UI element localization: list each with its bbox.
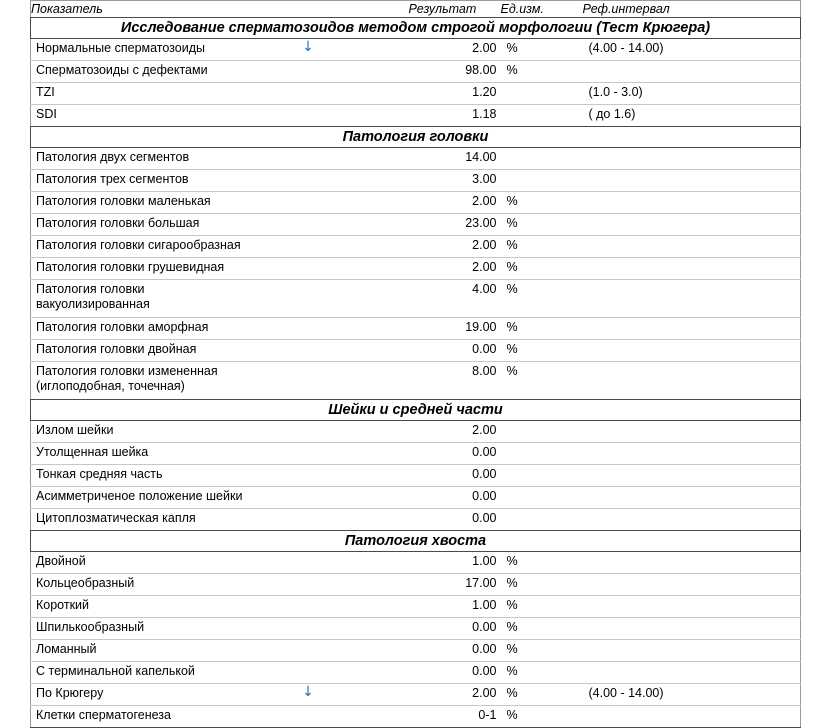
cell-unit	[501, 148, 583, 170]
indicator-name-line1: Патология головки	[36, 282, 145, 296]
cell-indicator-name	[31, 340, 409, 362]
indicator-name-line2: вакуолизированная	[36, 297, 150, 311]
cell-unit: %	[501, 318, 583, 340]
cell-reference-interval	[583, 509, 801, 531]
indicator-name-line1: Патология головки измененная	[36, 364, 218, 378]
cell-unit: %	[501, 340, 583, 362]
cell-reference-interval	[583, 318, 801, 340]
indicator-name-line1: Двойной	[36, 554, 86, 568]
cell-unit	[501, 487, 583, 509]
indicator-name-line1: TZI	[36, 85, 55, 99]
table-row[interactable]	[31, 487, 801, 509]
table-row[interactable]	[31, 421, 801, 443]
indicator-name-line1: Патология головки двойная	[36, 342, 197, 356]
cell-result-value: 0.00	[409, 487, 501, 509]
section-title: Шейки и средней части	[31, 400, 801, 421]
cell-result-value: 0-1	[409, 706, 501, 728]
cell-result-value: 98.00	[409, 61, 501, 83]
indicator-name-line2: (иглоподобная, точечная)	[36, 379, 185, 393]
cell-indicator-name	[31, 596, 409, 618]
cell-indicator-name	[31, 318, 409, 340]
cell-reference-interval	[583, 170, 801, 192]
cell-result-value: 2.00	[409, 684, 501, 706]
cell-indicator-name	[31, 39, 409, 61]
cell-unit: %	[501, 214, 583, 236]
cell-indicator-name	[31, 236, 409, 258]
cell-unit	[501, 509, 583, 531]
cell-indicator-name	[31, 574, 409, 596]
cell-result-value: 2.00	[409, 421, 501, 443]
cell-reference-interval: (4.00 - 14.00)	[583, 39, 801, 61]
table-row[interactable]	[31, 39, 801, 61]
cell-reference-interval	[583, 706, 801, 728]
cell-unit	[501, 443, 583, 465]
cell-unit: %	[501, 684, 583, 706]
table-row[interactable]	[31, 214, 801, 236]
section-header-row	[31, 400, 801, 421]
indicator-name-line1: Сперматозоиды с дефектами	[36, 63, 208, 77]
table-row[interactable]	[31, 640, 801, 662]
cell-indicator-name	[31, 105, 409, 127]
table-row[interactable]	[31, 706, 801, 728]
section-title: Патология хвоста	[31, 531, 801, 552]
indicator-name-line1: Патология двух сегментов	[36, 150, 190, 164]
cell-unit: %	[501, 662, 583, 684]
table-row[interactable]	[31, 170, 801, 192]
indicator-name-line1: Тонкая средняя часть	[36, 467, 163, 481]
cell-result-value: 2.00	[409, 39, 501, 61]
cell-unit: %	[501, 574, 583, 596]
cell-reference-interval	[583, 421, 801, 443]
cell-reference-interval	[583, 362, 801, 400]
cell-indicator-name	[31, 258, 409, 280]
cell-result-value: 14.00	[409, 148, 501, 170]
cell-reference-interval: ( до 1.6)	[583, 105, 801, 127]
cell-unit: %	[501, 640, 583, 662]
spermogram-results-table	[30, 0, 801, 728]
cell-indicator-name	[31, 552, 409, 574]
cell-unit: %	[501, 552, 583, 574]
indicator-name-line1: С терминальной капелькой	[36, 664, 195, 678]
cell-result-value: 1.20	[409, 83, 501, 105]
column-header-unit: Ед.изм.	[501, 1, 583, 18]
section-header-row	[31, 127, 801, 148]
indicator-name-line1: Ломанный	[36, 642, 97, 656]
cell-reference-interval	[583, 640, 801, 662]
cell-unit: %	[501, 362, 583, 400]
cell-unit	[501, 465, 583, 487]
section-title: Патология головки	[31, 127, 801, 148]
cell-indicator-name	[31, 280, 409, 318]
cell-reference-interval	[583, 214, 801, 236]
cell-result-value: 3.00	[409, 170, 501, 192]
cell-indicator-name	[31, 443, 409, 465]
cell-reference-interval: (1.0 - 3.0)	[583, 83, 801, 105]
cell-result-value: 0.00	[409, 618, 501, 640]
indicator-name-line1: Патология головки большая	[36, 216, 200, 230]
table-row[interactable]	[31, 148, 801, 170]
cell-result-value: 0.00	[409, 662, 501, 684]
table-row[interactable]	[31, 318, 801, 340]
table-row[interactable]	[31, 280, 801, 318]
cell-reference-interval: (4.00 - 14.00)	[583, 684, 801, 706]
section-header-row	[31, 18, 801, 39]
cell-indicator-name	[31, 662, 409, 684]
indicator-name-line1: Патология головки аморфная	[36, 320, 209, 334]
cell-indicator-name	[31, 83, 409, 105]
indicator-name-line1: Асимметриченое положение шейки	[36, 489, 243, 503]
cell-reference-interval	[583, 61, 801, 83]
cell-indicator-name	[31, 214, 409, 236]
cell-indicator-name	[31, 465, 409, 487]
cell-result-value: 2.00	[409, 258, 501, 280]
indicator-name-line1: Нормальные сперматозоиды	[36, 41, 205, 55]
table-header	[31, 1, 801, 18]
cell-reference-interval	[583, 596, 801, 618]
table-row[interactable]	[31, 362, 801, 400]
arrow-down-icon: ↓	[302, 39, 314, 55]
cell-result-value: 8.00	[409, 362, 501, 400]
column-header-result: Результат	[409, 1, 501, 18]
cell-result-value: 4.00	[409, 280, 501, 318]
table-row[interactable]	[31, 258, 801, 280]
table-row[interactable]	[31, 684, 801, 706]
column-header-reference: Реф.интервал	[583, 1, 801, 18]
cell-indicator-name	[31, 509, 409, 531]
indicator-name-line1: Клетки сперматогенеза	[36, 708, 171, 722]
cell-reference-interval	[583, 280, 801, 318]
table-row[interactable]	[31, 618, 801, 640]
cell-unit: %	[501, 596, 583, 618]
column-header-row	[31, 1, 801, 18]
cell-indicator-name	[31, 170, 409, 192]
cell-result-value: 1.00	[409, 552, 501, 574]
table-row[interactable]	[31, 61, 801, 83]
cell-result-value: 0.00	[409, 640, 501, 662]
cell-reference-interval	[583, 465, 801, 487]
table-row[interactable]	[31, 443, 801, 465]
cell-unit	[501, 421, 583, 443]
indicator-name-line1: Шпилькообразный	[36, 620, 145, 634]
cell-unit	[501, 105, 583, 127]
cell-indicator-name	[31, 362, 409, 400]
cell-indicator-name	[31, 684, 409, 706]
cell-result-value: 2.00	[409, 236, 501, 258]
cell-result-value: 23.00	[409, 214, 501, 236]
cell-unit	[501, 83, 583, 105]
table-row[interactable]	[31, 83, 801, 105]
arrow-down-icon: ↓	[302, 684, 314, 700]
cell-unit: %	[501, 61, 583, 83]
cell-result-value: 0.00	[409, 509, 501, 531]
indicator-name-line1: Утолщенная шейка	[36, 445, 149, 459]
cell-indicator-name	[31, 192, 409, 214]
cell-reference-interval	[583, 258, 801, 280]
table-row[interactable]	[31, 340, 801, 362]
cell-unit: %	[501, 192, 583, 214]
cell-reference-interval	[583, 662, 801, 684]
cell-unit: %	[501, 280, 583, 318]
cell-reference-interval	[583, 340, 801, 362]
table-row[interactable]	[31, 192, 801, 214]
section-title: Исследование сперматозоидов методом строгой морфологии (Тест Крюгера)	[31, 18, 801, 39]
cell-indicator-name	[31, 148, 409, 170]
cell-reference-interval	[583, 236, 801, 258]
indicator-name-line1: Короткий	[36, 598, 90, 612]
cell-result-value: 0.00	[409, 465, 501, 487]
indicator-name-line1: Излом шейки	[36, 423, 114, 437]
cell-result-value: 0.00	[409, 443, 501, 465]
cell-indicator-name	[31, 618, 409, 640]
cell-reference-interval	[583, 443, 801, 465]
cell-reference-interval	[583, 618, 801, 640]
section-header-row	[31, 531, 801, 552]
indicator-name-line1: Цитоплозматическая капля	[36, 511, 196, 525]
lab-report	[30, 0, 800, 728]
table-body	[31, 18, 801, 728]
cell-result-value: 17.00	[409, 574, 501, 596]
cell-unit: %	[501, 236, 583, 258]
cell-unit: %	[501, 39, 583, 61]
cell-indicator-name	[31, 421, 409, 443]
cell-reference-interval	[583, 574, 801, 596]
cell-reference-interval	[583, 192, 801, 214]
table-row[interactable]	[31, 574, 801, 596]
column-header-indicator: Показатель	[31, 1, 409, 18]
cell-unit: %	[501, 258, 583, 280]
cell-unit: %	[501, 706, 583, 728]
table-row[interactable]	[31, 465, 801, 487]
cell-unit	[501, 170, 583, 192]
cell-result-value: 1.00	[409, 596, 501, 618]
cell-result-value: 1.18	[409, 105, 501, 127]
cell-unit: %	[501, 618, 583, 640]
cell-reference-interval	[583, 552, 801, 574]
cell-result-value: 2.00	[409, 192, 501, 214]
indicator-name-line1: SDI	[36, 107, 57, 121]
cell-indicator-name	[31, 61, 409, 83]
table-row[interactable]	[31, 236, 801, 258]
cell-reference-interval	[583, 148, 801, 170]
cell-indicator-name	[31, 487, 409, 509]
table-row[interactable]	[31, 509, 801, 531]
cell-result-value: 19.00	[409, 318, 501, 340]
indicator-name-line1: Патология головки грушевидная	[36, 260, 225, 274]
cell-result-value: 0.00	[409, 340, 501, 362]
cell-indicator-name	[31, 640, 409, 662]
indicator-name-line1: Кольцеобразный	[36, 576, 135, 590]
indicator-name-line1: По Крюгеру	[36, 686, 104, 700]
indicator-name-line1: Патология головки сигарообразная	[36, 238, 241, 252]
table-row[interactable]	[31, 552, 801, 574]
indicator-name-line1: Патология головки маленькая	[36, 194, 211, 208]
table-row[interactable]	[31, 596, 801, 618]
table-row[interactable]	[31, 105, 801, 127]
cell-indicator-name	[31, 706, 409, 728]
indicator-name-line1: Патология трех сегментов	[36, 172, 189, 186]
cell-reference-interval	[583, 487, 801, 509]
table-row[interactable]	[31, 662, 801, 684]
